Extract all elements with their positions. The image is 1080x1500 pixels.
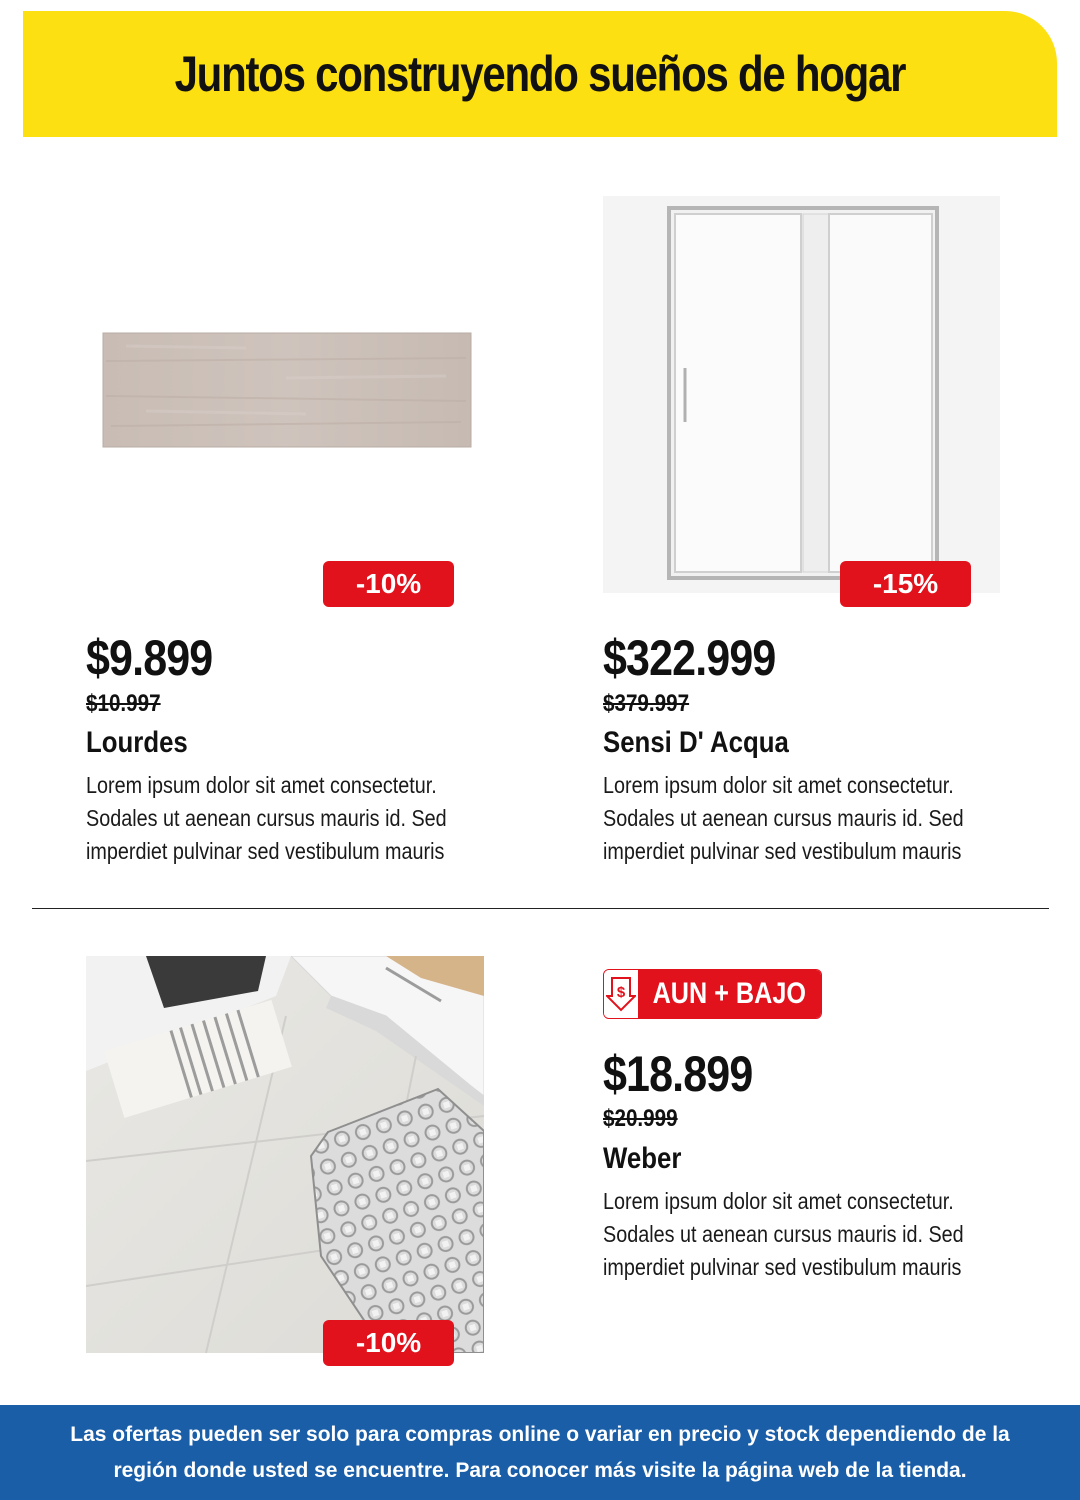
- footer-disclaimer-bar: [0, 1405, 1080, 1500]
- discount-badge: -10%: [323, 1320, 454, 1366]
- product-name[interactable]: Weber: [603, 1142, 682, 1175]
- section-divider: [32, 908, 1049, 909]
- product-image-kitchen-floor[interactable]: [86, 956, 484, 1353]
- product-price: $9.899: [86, 630, 213, 686]
- page-title: Juntos construyendo sueños de hogar: [174, 46, 906, 102]
- discount-badge: -10%: [323, 561, 454, 607]
- svg-text:$: $: [617, 984, 626, 1001]
- product-old-price: $379.997: [603, 690, 690, 717]
- product-old-price: $10.997: [86, 690, 161, 717]
- product-price: $18.899: [603, 1046, 753, 1102]
- product-description: Lorem ipsum dolor sit amet consectetur. Sodales ut aenean cursus mauris id. Sed imperdiet pulvinar sed vestibulum mauris: [86, 772, 447, 864]
- product-description: Lorem ipsum dolor sit amet consectetur. Sodales ut aenean cursus mauris id. Sed imperdiet pulvinar sed vestibulum mauris: [603, 772, 964, 864]
- product-image-shower-door[interactable]: [603, 196, 1000, 593]
- product-name[interactable]: Sensi D' Acqua: [603, 726, 789, 759]
- price-down-icon: [604, 970, 638, 1018]
- aun-mas-bajo-label: AUN + BAJO: [653, 977, 807, 1010]
- footer-disclaimer: Las ofertas pueden ser solo para compras online o variar en precio y stock dependiendo de la región donde usted se encuentre. Para conocer más visite la página web de la tienda.: [70, 1422, 1010, 1482]
- product-old-price: $20.999: [603, 1105, 678, 1132]
- product-image-tile[interactable]: [86, 196, 486, 596]
- product-name[interactable]: Lourdes: [86, 726, 188, 759]
- discount-badge: -15%: [840, 561, 971, 607]
- product-price: $322.999: [603, 630, 776, 686]
- header-banner: [23, 11, 1057, 137]
- product-description: Lorem ipsum dolor sit amet consectetur. Sodales ut aenean cursus mauris id. Sed imperdiet pulvinar sed vestibulum mauris: [603, 1188, 964, 1280]
- aun-mas-bajo-tag: [603, 969, 822, 1019]
